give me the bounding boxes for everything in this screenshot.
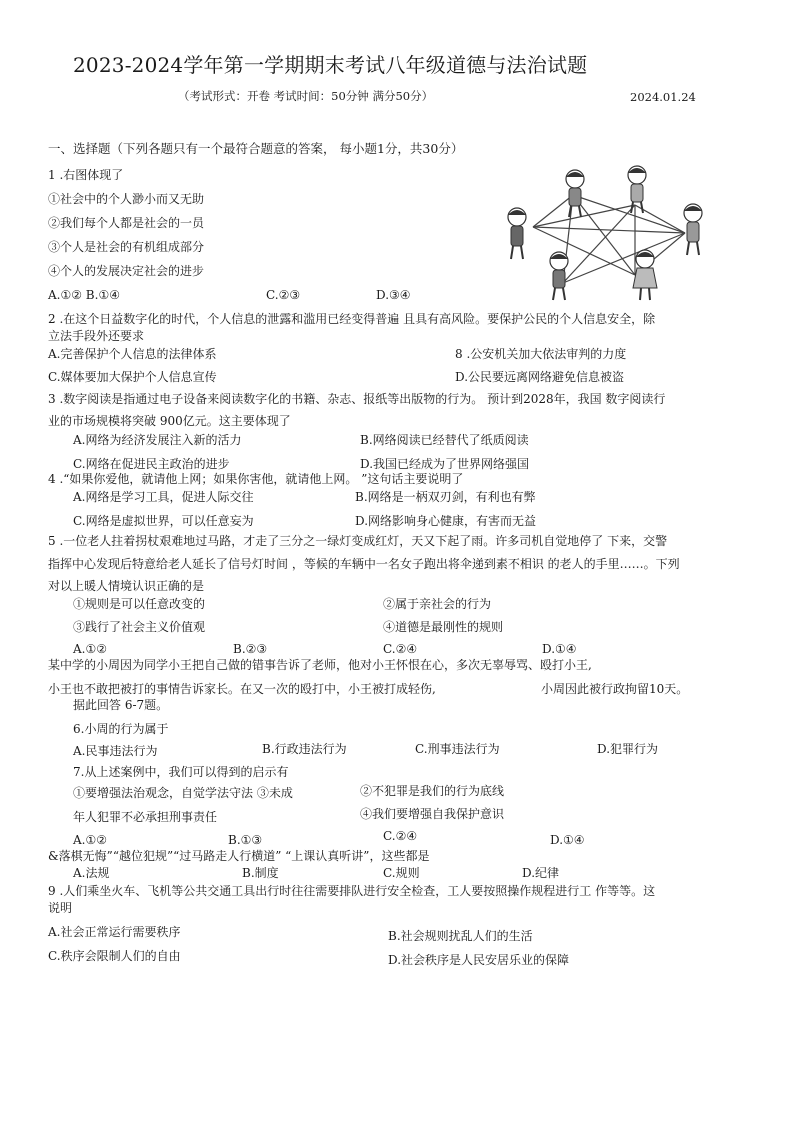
- child-figure-icon: [566, 170, 584, 217]
- q6-option-d: D.犯罪行为: [597, 742, 659, 756]
- q7-statement-1: ①要增强法治观念，自觉学法守法 ③未成: [73, 786, 293, 800]
- q5-statement-3: ③践行了社会主义价值观: [73, 620, 206, 634]
- q2-option-a: A.完善保护个人信息的法律体系: [48, 347, 217, 361]
- q6-stem: 6.小周的行为属于: [73, 722, 169, 736]
- q9-option-a: A.社会正常运行需要秩序: [48, 925, 181, 939]
- page-title: 2023-2024学年第一学期期末考试八年级道德与法治试题: [73, 53, 588, 77]
- q8-option-c: C.规则: [383, 866, 420, 880]
- q9-line-1: 9 .人们乘坐火车、飞机等公共交通工具出行时往往需要排队进行安全检查，工人要按照操作规程进行工 作等等。这: [48, 884, 656, 898]
- q1-stem: 1 .右图体现了: [48, 168, 124, 182]
- q5-option-d: D.①④: [542, 642, 577, 656]
- q5-statement-4: ④道德是最刚性的规则: [383, 620, 504, 634]
- q5-option-c: C.②④: [383, 642, 418, 656]
- q9-option-d: D.社会秩序是人民安居乐业的保障: [388, 953, 570, 967]
- q7-option-b: B.①③: [228, 833, 263, 847]
- q7-option-d: D.①④: [550, 833, 585, 847]
- q8-option-a: A.法规: [73, 866, 110, 880]
- q6-option-c: C.刑事违法行为: [415, 742, 500, 756]
- exam-date: 2024.01.24: [630, 90, 696, 104]
- case-line-2b: 小周因此被行政拘留10天。: [541, 682, 689, 696]
- case-line-2a: 小王也不敢把被打的事情告诉家长。在又一次的殴打中，小王被打成轻伤,: [48, 682, 436, 696]
- child-figure-icon: [550, 252, 568, 300]
- q8-stem: &落棋无悔”“越位犯规”“过马路走人行横道” “上课认真听讲”，这些都是: [48, 849, 430, 863]
- q1-statement-4: ④个人的发展决定社会的进步: [48, 264, 205, 278]
- child-figure-icon: [684, 204, 702, 255]
- q7-statement-3: 年人犯罪不必承担刑事责任: [73, 810, 218, 824]
- q2-line-2: 立法手段外还要求: [48, 329, 145, 343]
- q2-option-b: 8 .公安机关加大依法审判的力度: [455, 347, 627, 361]
- q4-line-1: 4 .“如果你爱他，就请他上网；如果你害他，就请他上网。 ”这句话主要说明了: [48, 472, 464, 486]
- q4-option-a: A.网络是学习工具，促进人际交往: [73, 490, 254, 504]
- q7-option-a: A.①②: [73, 833, 107, 847]
- q9-option-b: B.社会规则扰乱人们的生活: [388, 929, 533, 943]
- q5-line-1: 5 .一位老人拄着拐杖艰难地过马路，才走了三分之一绿灯变成红灯，天又下起了雨。许多司机自觉地停了 下来，交警: [48, 534, 668, 548]
- q1-statement-1: ①社会中的个人渺小而又无助: [48, 192, 205, 206]
- q4-option-c: C.网络是虚拟世界，可以任意妄为: [73, 514, 254, 528]
- exam-info: （考试形式：开卷 考试时间：50分钟 满分50分）: [178, 89, 434, 103]
- q3-option-c: C.网络在促进民主政治的进步: [73, 457, 230, 471]
- q9-line-2: 说明: [48, 901, 73, 915]
- q1-option-c: C.②③: [266, 288, 301, 302]
- q6-option-b: B.行政违法行为: [262, 742, 347, 756]
- child-figure-icon: [633, 250, 657, 300]
- case-line-1: 某中学的小周因为同学小王把自己做的错事告诉了老师，他对小王怀恨在心，多次无辜辱骂、殴打小王,: [48, 658, 592, 672]
- q9-option-c: C.秩序会限制人们的自由: [48, 949, 181, 963]
- q5-line-3: 对以上暖人情境认识正确的是: [48, 579, 205, 593]
- q7-statement-2: ②不犯罪是我们的行为底线: [360, 784, 505, 798]
- q7-stem: 7.从上述案例中，我们可以得到的启示有: [73, 765, 289, 779]
- q5-line-2: 指挥中心发现后特意给老人延长了信号灯时间 ，等候的车辆中一名女子跑出将伞递到素不相识 的老人的手里……。下列: [48, 557, 680, 571]
- q3-option-a: A.网络为经济发展注入新的活力: [73, 433, 242, 447]
- children-network-illustration: [495, 165, 740, 303]
- q2-line-1: 2 .在这个日益数字化的时代，个人信息的泄露和滥用已经变得普遍 且具有高风险。要保护公民的个人信息安全，除: [48, 312, 656, 326]
- q5-option-b: B.②③: [233, 642, 268, 656]
- q3-line-2: 业的市场规模将突破 900亿元。这主要体现了: [48, 414, 291, 428]
- q2-option-c: C.媒体要加大保护个人信息宣传: [48, 370, 217, 384]
- q4-option-b: B.网络是一柄双刃剑，有利也有弊: [355, 490, 536, 504]
- child-figure-icon: [508, 208, 526, 259]
- q2-option-d: D.公民要远离网络避免信息被盗: [455, 370, 625, 384]
- q1-option-a-b: A.①② B.①④: [48, 288, 120, 302]
- q3-option-b: B.网络阅读已经替代了纸质阅读: [360, 433, 529, 447]
- q1-statement-2: ②我们每个人都是社会的一员: [48, 216, 205, 230]
- q5-statement-2: ②属于亲社会的行为: [383, 597, 492, 611]
- q6-option-a: A.民事违法行为: [73, 744, 158, 758]
- q5-option-a: A.①②: [73, 642, 107, 656]
- q8-option-b: B.制度: [242, 866, 279, 880]
- q4-option-d: D.网络影响身心健康，有害而无益: [355, 514, 537, 528]
- q7-option-c: C.②④: [383, 829, 418, 843]
- q7-statement-4: ④我们要增强自我保护意识: [360, 807, 505, 821]
- q5-statement-1: ①规则是可以任意改变的: [73, 597, 206, 611]
- q1-statement-3: ③个人是社会的有机组成部分: [48, 240, 205, 254]
- q3-line-1: 3 .数字阅读是指通过电子设备来阅读数字化的书籍、杂志、报纸等出版物的行为。 预计到2028年，我国 数字阅读行: [48, 392, 666, 406]
- section-heading: 一、选择题（下列各题只有一个最符合题意的答案， 每小题1分，共30分）: [48, 141, 464, 156]
- q8-option-d: D.纪律: [522, 866, 560, 880]
- q3-option-d: D.我国已经成为了世界网络强国: [360, 457, 530, 471]
- q1-option-d: D.③④: [376, 288, 411, 302]
- case-line-3: 据此回答 6-7题。: [73, 698, 169, 712]
